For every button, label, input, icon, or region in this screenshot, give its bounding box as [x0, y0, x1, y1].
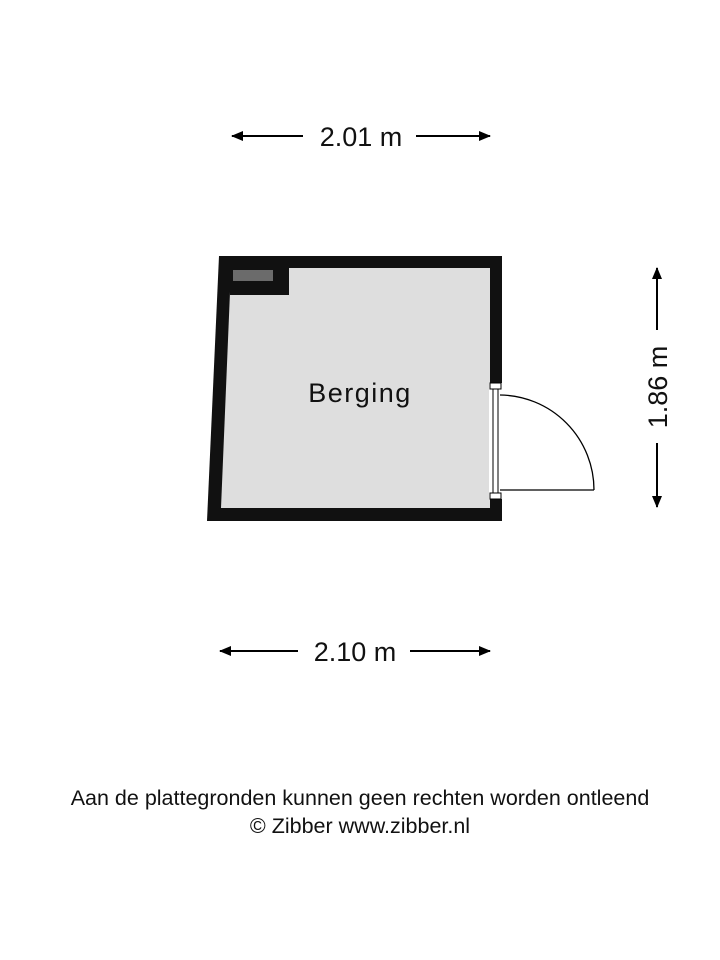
door-swing-arc [500, 395, 594, 490]
door-frame-top [490, 383, 501, 389]
disclaimer-text: Aan de plattegronden kunnen geen rechten worden ontleend [70, 786, 650, 810]
door [489, 383, 594, 499]
dimension-top [232, 122, 490, 152]
door-opening [489, 383, 503, 499]
dimension-right [643, 268, 673, 507]
room-label: Berging [308, 378, 412, 408]
copyright-text: © Zibber www.zibber.nl [249, 814, 471, 838]
dimension-bottom [220, 637, 490, 667]
corner-fixture [233, 270, 273, 281]
door-frame-bottom [490, 493, 501, 499]
dimension-top-label: 2.01 m [319, 122, 403, 152]
dimension-bottom-label: 2.10 m [313, 637, 397, 667]
dimension-right-label: 1.86 m [643, 345, 673, 429]
